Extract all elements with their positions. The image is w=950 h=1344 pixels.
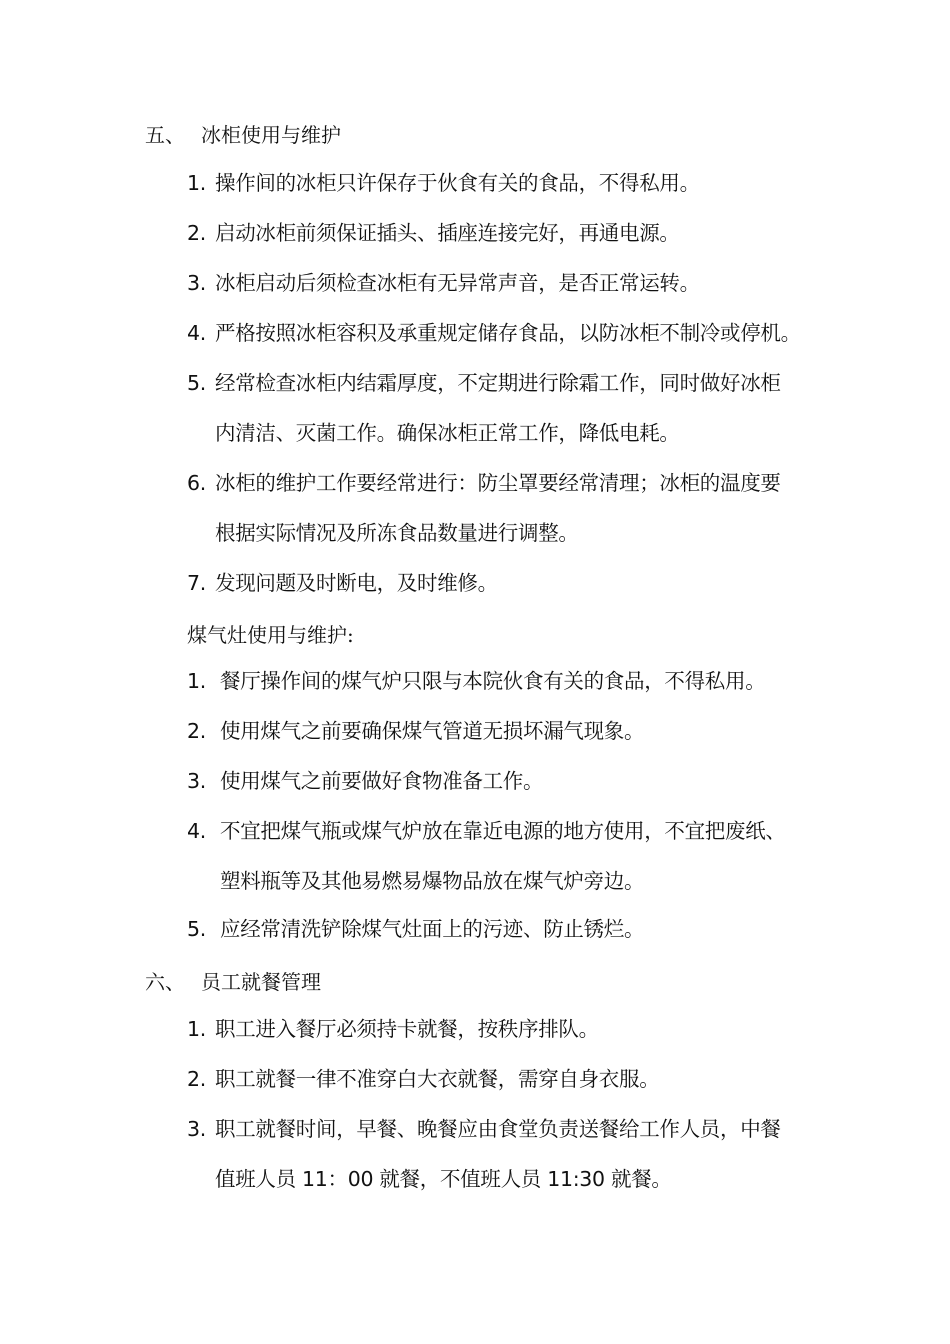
list-item [187, 656, 765, 706]
item-text: 严格按照冰柜容积及承重规定储存食品，以防冰柜不制冷或停机。 [215, 321, 801, 345]
item-number: 5. [187, 371, 206, 395]
item-number: 1. [187, 669, 206, 693]
list-item [187, 458, 781, 558]
item-number: 4. [187, 321, 206, 345]
list-item [187, 1004, 599, 1054]
item-text-continued: 根据实际情况及所冻食品数量进行调整。 [215, 521, 579, 545]
section-5-number: 五、 [145, 123, 185, 147]
item-text: 使用煤气之前要做好食物准备工作。 [220, 769, 544, 793]
item-number: 2. [187, 1067, 206, 1091]
list-item [187, 1054, 659, 1104]
item-number: 3. [187, 769, 206, 793]
item-text: 启动冰柜前须保证插头、插座连接完好，再通电源。 [215, 221, 680, 245]
item-text: 餐厅操作间的煤气炉只限与本院伙食有关的食品，不得私用。 [220, 669, 766, 693]
item-text: 发现问题及时断电，及时维修。 [215, 571, 498, 595]
gas-stove-heading: 煤气灶使用与维护: [187, 623, 354, 647]
item-text: 职工就餐一律不准穿白大衣就餐，需穿自身衣服。 [215, 1067, 660, 1091]
item-text: 冰柜启动后须检查冰柜有无异常声音，是否正常运转。 [215, 271, 700, 295]
item-number: 7. [187, 571, 206, 595]
section-5-title: 冰柜使用与维护 [201, 123, 341, 147]
item-text-continued: 值班人员 11：00 就餐，不值班人员 11:30 就餐。 [215, 1167, 672, 1191]
section-5-heading [145, 120, 341, 150]
section-6-title: 员工就餐管理 [201, 970, 321, 994]
item-number: 1. [187, 171, 206, 195]
item-number: 2. [187, 221, 206, 245]
item-text: 经常检查冰柜内结霜厚度，不定期进行除霜工作，同时做好冰柜 [215, 371, 781, 395]
item-text: 使用煤气之前要确保煤气管道无损坏漏气现象。 [220, 719, 645, 743]
item-number: 3. [187, 1117, 206, 1141]
item-text-continued: 塑料瓶等及其他易燃易爆物品放在煤气炉旁边。 [220, 869, 645, 893]
section-6-heading [145, 967, 321, 997]
list-item [187, 904, 644, 954]
list-item [187, 308, 801, 358]
list-item [187, 756, 543, 806]
item-text: 不宜把煤气瓶或煤气炉放在靠近电源的地方使用，不宜把废纸、 [220, 819, 786, 843]
list-item [187, 806, 786, 906]
item-number: 5. [187, 917, 206, 941]
item-text: 冰柜的维护工作要经常进行：防尘罩要经常清理；冰柜的温度要 [215, 471, 781, 495]
list-item [187, 706, 644, 756]
item-text: 职工就餐时间，早餐、晚餐应由食堂负责送餐给工作人员，中餐 [215, 1117, 781, 1141]
section-6-number: 六、 [145, 970, 185, 994]
item-number: 3. [187, 271, 206, 295]
list-item [187, 358, 781, 458]
item-number: 1. [187, 1017, 206, 1041]
item-text: 操作间的冰柜只许保存于伙食有关的食品，不得私用。 [215, 171, 700, 195]
list-item [187, 158, 700, 208]
item-number: 6. [187, 471, 206, 495]
list-item [187, 258, 700, 308]
item-number: 4. [187, 819, 206, 843]
list-item [187, 1104, 781, 1204]
item-text: 应经常清洗铲除煤气灶面上的污迹、防止锈烂。 [220, 917, 645, 941]
item-text: 职工进入餐厅必须持卡就餐，按秩序排队。 [215, 1017, 599, 1041]
item-number: 2. [187, 719, 206, 743]
list-item [187, 208, 680, 258]
item-text-continued: 内清洁、灭菌工作。确保冰柜正常工作，降低电耗。 [215, 421, 680, 445]
list-item [187, 558, 498, 608]
